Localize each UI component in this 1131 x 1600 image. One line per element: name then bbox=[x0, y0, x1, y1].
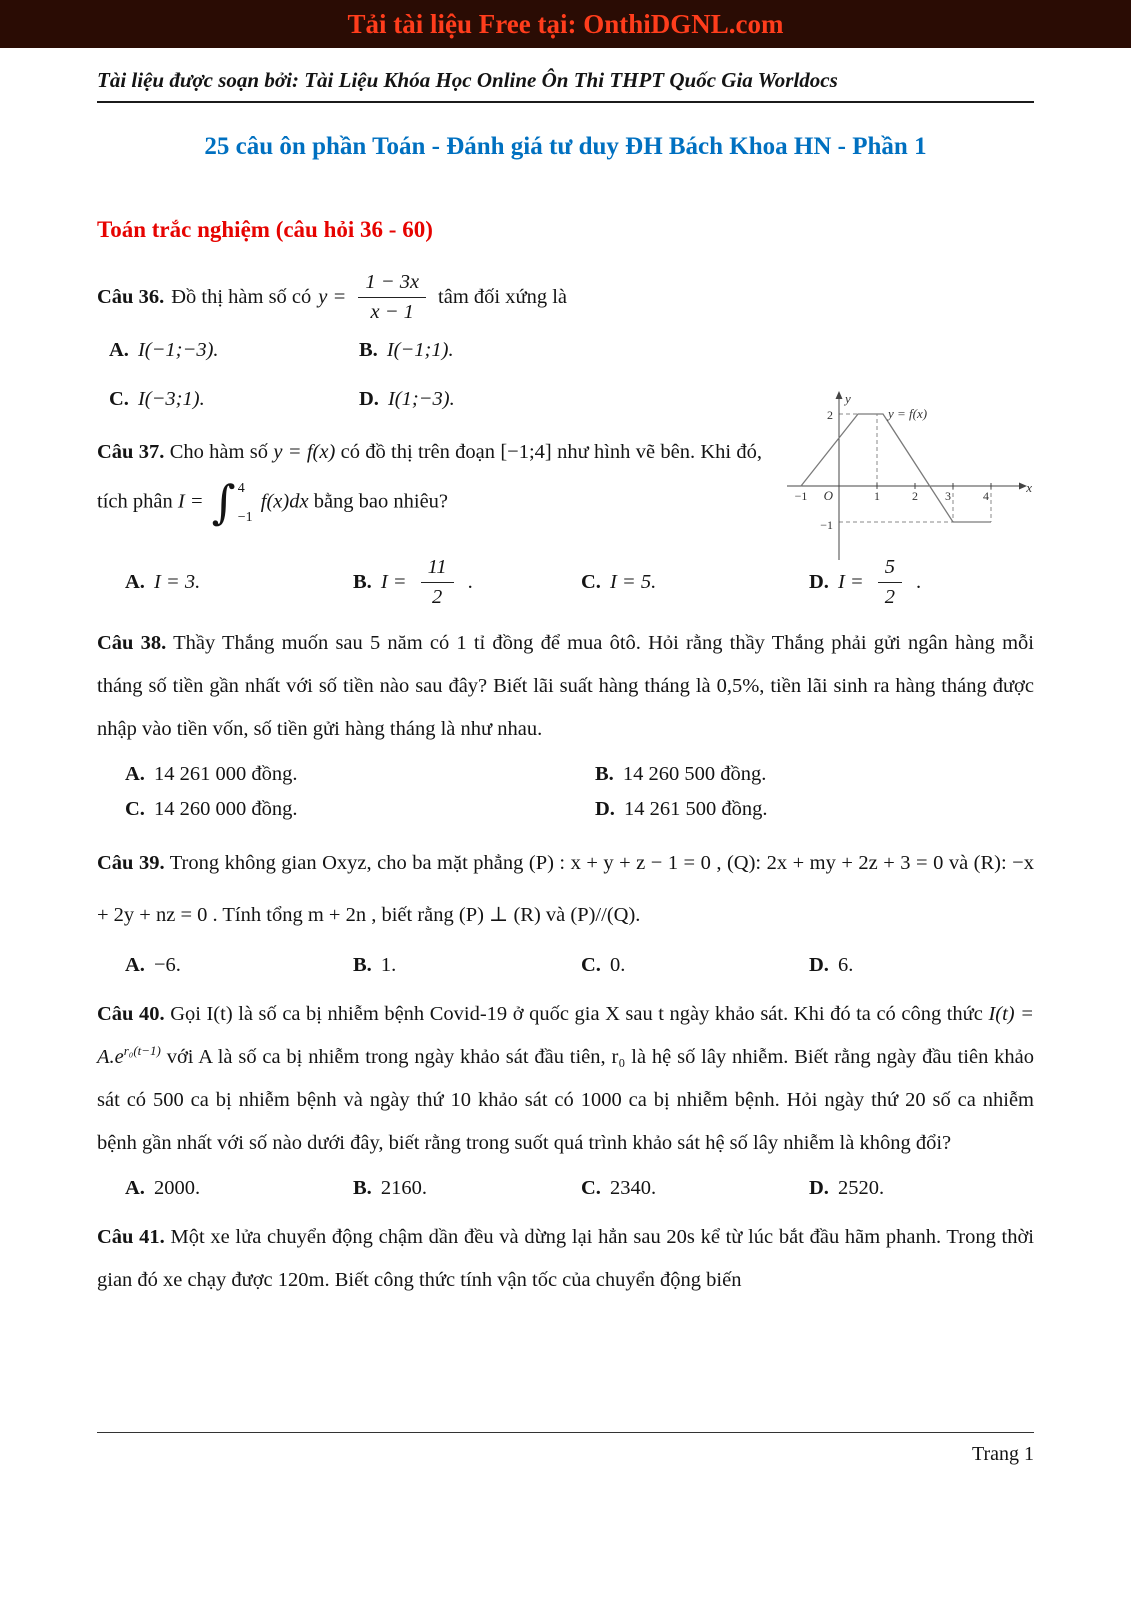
option-38-c bbox=[125, 792, 595, 827]
q36-fraction bbox=[358, 269, 426, 325]
option-36-d-label: D. bbox=[359, 388, 379, 411]
question-38-label: Câu 38. bbox=[97, 632, 167, 655]
option-37-d-pre: I = bbox=[837, 570, 864, 593]
option-39-c-label: C. bbox=[581, 953, 601, 976]
page-number: Trang 1 bbox=[971, 1443, 1034, 1465]
y-axis-arrow bbox=[836, 391, 843, 399]
option-37-d-denominator: 2 bbox=[884, 585, 895, 608]
option-37-b-denominator: 2 bbox=[431, 585, 443, 608]
option-37-c-value: I = 5. bbox=[609, 570, 657, 593]
question-37-label: Câu 37. bbox=[97, 440, 165, 463]
question-36-options-row-1 bbox=[97, 333, 1034, 368]
document-title: 25 câu ôn phần Toán - Đánh giá tư duy ĐH Bách Khoa HN - Phần 1 bbox=[204, 133, 927, 160]
x-tick-1: 1 bbox=[874, 489, 880, 503]
question-39 bbox=[97, 837, 1034, 942]
q36-text-after: tâm đối xứng là bbox=[438, 285, 568, 308]
option-38-c-value: 14 260 000 đồng. bbox=[153, 798, 298, 821]
option-38-a-value: 14 261 000 đồng. bbox=[153, 763, 298, 786]
option-36-d-value: I(1;−3). bbox=[387, 388, 455, 411]
top-banner bbox=[0, 0, 1131, 48]
integral-lower-limit: −1 bbox=[237, 510, 253, 526]
q37-integral-lhs: I = bbox=[177, 490, 204, 513]
page-content bbox=[0, 68, 1131, 1302]
question-36 bbox=[97, 269, 1034, 325]
q37-function: y = f(x) bbox=[273, 440, 336, 463]
origin-label: O bbox=[823, 488, 833, 503]
option-36-a-label: A. bbox=[109, 339, 129, 362]
question-36-label: Câu 36. bbox=[97, 285, 165, 308]
q36-function-lhs: y = bbox=[318, 285, 347, 308]
function-curve bbox=[801, 414, 991, 522]
option-36-c-value: I(−3;1). bbox=[137, 388, 205, 411]
option-40-a-value: 2000. bbox=[153, 1176, 201, 1199]
option-37-a-label: A. bbox=[125, 570, 145, 593]
x-tick-minus1: −1 bbox=[794, 489, 808, 503]
y-axis-label: y bbox=[845, 391, 851, 406]
section-heading: Toán trắc nghiệm (câu hỏi 36 - 60) bbox=[97, 217, 433, 242]
option-40-c-label: C. bbox=[581, 1176, 601, 1199]
q40-formula-exponent: r₀(t−1) bbox=[123, 1042, 161, 1058]
option-38-d-value: 14 261 500 đồng. bbox=[623, 798, 768, 821]
option-37-b-label: B. bbox=[353, 570, 372, 593]
q40-text-2: với A là số ca bị nhiễm trong ngày khảo sát đầu tiên, r₀ là hệ số lây nhiễm. Biết rằng ngày đầu tiên khảo sát có 500 ca bị nhiễm bệnh và ngày thứ 10 khảo sát có 1000 ca bị nhiễm bệnh. Hỏi ngày thứ 20 số ca nhiễm bệnh gần nhất với số nào dưới đây, biết rằng trong suốt quá trình khảo sát hệ số lây nhiễm là không đổi? bbox=[97, 1045, 1035, 1154]
option-39-b-value: 1. bbox=[380, 953, 397, 976]
question-38 bbox=[97, 622, 1034, 751]
page-footer bbox=[97, 1432, 1034, 1466]
q41-text: Một xe lửa chuyển động chậm dần đều và dừng lại hẳn sau 20s kể từ lúc bắt đầu hãm phanh. Trong thời gian đó xe chạy được 120m. Biết công thức tính vận tốc của chuyển động biến bbox=[97, 1225, 1034, 1291]
option-36-c-label: C. bbox=[109, 388, 129, 411]
option-37-b-end: . bbox=[467, 570, 473, 593]
q37-function-graph bbox=[782, 388, 1047, 573]
q37-interval: [−1;4] bbox=[500, 440, 552, 463]
q37-text-1: Cho hàm số bbox=[169, 440, 268, 463]
option-37-d-end: . bbox=[915, 570, 922, 593]
option-39-c-value: 0. bbox=[609, 953, 626, 976]
q36-fraction-denominator: x − 1 bbox=[370, 300, 414, 323]
option-39-d-label: D. bbox=[809, 953, 829, 976]
x-tick-3: 3 bbox=[945, 489, 951, 503]
option-39-d-value: 6. bbox=[837, 953, 854, 976]
x-tick-2: 2 bbox=[912, 489, 918, 503]
option-39-a-label: A. bbox=[125, 953, 145, 976]
x-axis-label: x bbox=[1026, 480, 1032, 495]
question-41 bbox=[97, 1216, 1034, 1302]
integral-upper-limit: 4 bbox=[237, 481, 245, 497]
option-38-b-value: 14 260 500 đồng. bbox=[622, 763, 767, 786]
question-38-options-row-1 bbox=[97, 757, 1034, 792]
header-divider bbox=[97, 101, 1034, 103]
option-37-b-fraction bbox=[421, 554, 454, 610]
option-40-d-value: 2520. bbox=[837, 1176, 885, 1199]
integral-sign: ∫ bbox=[211, 475, 236, 530]
question-38-options-row-2 bbox=[97, 792, 1034, 827]
option-39-a-value: −6. bbox=[153, 953, 181, 976]
option-38-c-label: C. bbox=[125, 798, 145, 821]
q40-formula-base: I(t) = A.e bbox=[97, 1002, 1035, 1068]
option-40-c-value: 2340. bbox=[609, 1176, 657, 1199]
option-39-a bbox=[125, 948, 353, 983]
option-40-a bbox=[125, 1171, 353, 1206]
option-40-b-label: B. bbox=[353, 1176, 372, 1199]
option-40-a-label: A. bbox=[125, 1176, 145, 1199]
option-38-a-label: A. bbox=[125, 763, 145, 786]
option-38-b bbox=[595, 757, 1034, 792]
q37-text-3: như hình vẽ bên. Khi đó, tích phân bbox=[97, 440, 763, 513]
q37-integrand: f(x)dx bbox=[260, 490, 309, 513]
option-37-c bbox=[581, 554, 809, 610]
y-tick-2: 2 bbox=[827, 408, 833, 422]
option-37-d-numerator: 5 bbox=[878, 554, 902, 583]
curve-label: y = f(x) bbox=[888, 406, 928, 421]
option-38-a bbox=[125, 757, 595, 792]
option-36-b-value: I(−1;1). bbox=[386, 339, 454, 362]
option-37-b-pre: I = bbox=[380, 570, 407, 593]
option-36-c bbox=[109, 382, 359, 417]
integral-limits bbox=[238, 474, 253, 532]
option-40-b-value: 2160. bbox=[380, 1176, 427, 1199]
option-37-b bbox=[353, 554, 581, 610]
y-tick-minus1: −1 bbox=[820, 518, 833, 532]
option-39-b-label: B. bbox=[353, 953, 372, 976]
option-37-a bbox=[125, 554, 353, 610]
question-40-options bbox=[97, 1171, 1034, 1206]
option-38-d bbox=[595, 792, 1034, 827]
option-39-b bbox=[353, 948, 581, 983]
option-40-b bbox=[353, 1171, 581, 1206]
option-38-d-label: D. bbox=[595, 798, 615, 821]
question-39-label: Câu 39. bbox=[97, 852, 165, 875]
q40-text-1: Gọi I(t) là số ca bị nhiễm bệnh Covid-19 ở quốc gia X sau t ngày khảo sát. Khi đó ta có công thức bbox=[170, 1002, 983, 1025]
option-36-a-value: I(−1;−3). bbox=[137, 339, 219, 362]
option-37-b-numerator: 11 bbox=[421, 554, 454, 583]
x-tick-4: 4 bbox=[983, 489, 989, 503]
q37-text-2: có đồ thị trên đoạn bbox=[340, 440, 496, 463]
option-36-a bbox=[109, 333, 359, 368]
question-40-label: Câu 40. bbox=[97, 1002, 165, 1025]
banner-link[interactable]: Tải tài liệu Free tại: OnthiDGNL.com bbox=[347, 8, 784, 39]
question-39-options bbox=[97, 948, 1034, 983]
option-36-b bbox=[359, 333, 1034, 368]
option-40-c bbox=[581, 1171, 809, 1206]
q39-text: Trong không gian Oxyz, cho ba mặt phẳng (P) : x + y + z − 1 = 0 , (Q): 2x + my + 2z + 3 = 0 và (R): −x + 2y + nz = 0 . Tính tổng m + 2n , biết rằng (P) ⊥ (R) và (P)//(Q). bbox=[97, 852, 1034, 927]
q37-integral bbox=[212, 474, 253, 532]
option-36-b-label: B. bbox=[359, 339, 378, 362]
credit-line: Tài liệu được soạn bởi: Tài Liệu Khóa Học Online Ôn Thi THPT Quốc Gia Worldocs bbox=[97, 68, 838, 92]
option-38-b-label: B. bbox=[595, 763, 614, 786]
option-39-d bbox=[809, 948, 1034, 983]
option-40-d-label: D. bbox=[809, 1176, 829, 1199]
option-37-a-value: I = 3. bbox=[153, 570, 201, 593]
q37-text-4: bằng bao nhiêu? bbox=[313, 490, 449, 513]
q36-text-before: Đồ thị hàm số có bbox=[171, 285, 312, 308]
q36-fraction-numerator: 1 − 3x bbox=[358, 269, 426, 298]
footer-divider bbox=[97, 1432, 1034, 1433]
question-41-label: Câu 41. bbox=[97, 1225, 165, 1248]
option-39-c bbox=[581, 948, 809, 983]
option-37-c-label: C. bbox=[581, 570, 601, 593]
option-40-d bbox=[809, 1171, 1034, 1206]
option-37-d-label: D. bbox=[809, 570, 829, 593]
q38-text: Thầy Thắng muốn sau 5 năm có 1 tỉ đồng để mua ôtô. Hỏi rằng thầy Thắng phải gửi ngân hàng mỗi tháng số tiền gần nhất với số tiền nào sau đây? Biết lãi suất hàng tháng là 0,5%, tiền lãi sinh ra hàng tháng được nhập vào tiền vốn, số tiền gửi hàng tháng là như nhau. bbox=[97, 632, 1034, 741]
question-40 bbox=[97, 993, 1034, 1165]
